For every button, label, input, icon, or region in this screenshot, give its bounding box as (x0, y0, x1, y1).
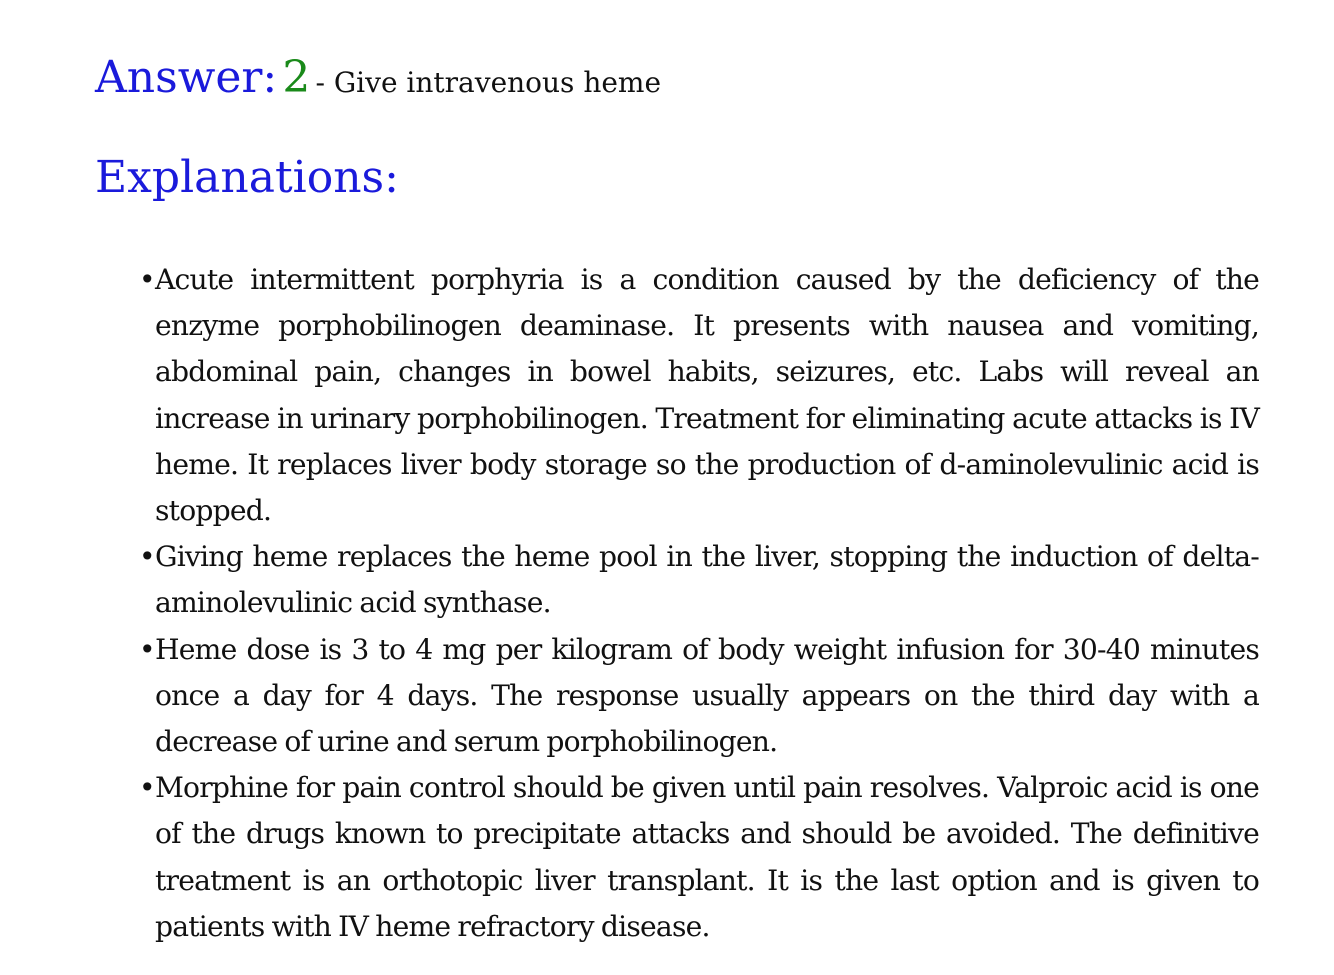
list-item (139, 627, 1259, 766)
explanations-list (139, 257, 1259, 950)
list-item-text: Heme dose is 3 to 4 mg per kilogram of body weight infusion for 30-40 minutes once a day for 4 days. The response usually appears on the third day with a decrease of urine and serum porphobilinogen. (155, 632, 1259, 759)
list-item-text: Acute intermittent porphyria is a condition caused by the deficiency of the enzyme porphobilinogen deaminase. It presents with nausea and vomiting, abdominal pain, changes in bowel habits, seizures, etc. Labs will reveal an increase in urinary porphobilinogen. Treatment for eliminating acute attacks is IV heme. It replaces liver body storage so the production of d-aminolevulinic acid is stopped. (155, 263, 1259, 528)
explanations-title: Explanations: (95, 152, 399, 203)
answer-number: 2 (282, 52, 311, 103)
bullet-icon: • (139, 263, 155, 296)
list-item (139, 765, 1259, 950)
answer-label: Answer: (95, 52, 278, 103)
list-item (139, 257, 1259, 534)
answer-line (95, 52, 661, 103)
bullet-icon: • (139, 540, 155, 574)
list-item-text: Giving heme replaces the heme pool in the liver, stopping the induction of delta-aminolevulinic acid synthase. (155, 540, 1259, 620)
list-item (139, 534, 1259, 626)
bullet-icon: • (139, 771, 155, 805)
answer-text: - Give intravenous heme (315, 66, 662, 99)
list-item-text: Morphine for pain control should be given until pain resolves. Valproic acid is one of the drugs known to precipitate attacks and should be avoided. The definitive treatment is an orthotopic liver transplant. It is the last option and is given to patients with IV heme refractory disease. (155, 771, 1259, 943)
bullet-icon: • (139, 632, 155, 666)
